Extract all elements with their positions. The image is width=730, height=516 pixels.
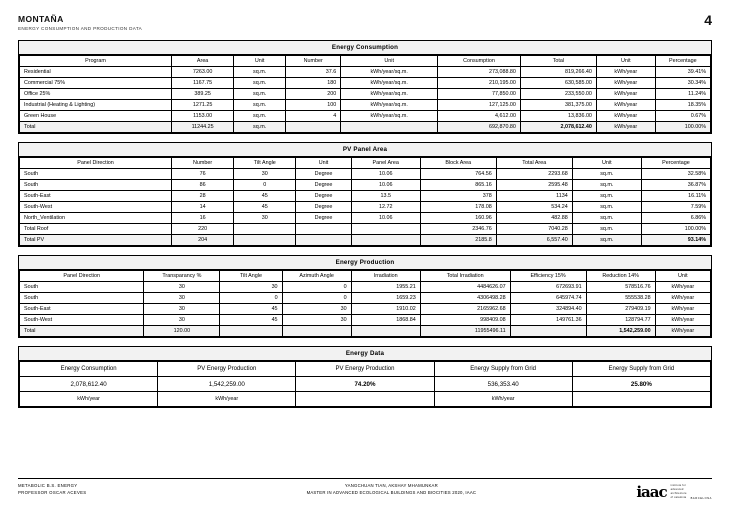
table-total-row — [20, 326, 711, 337]
cell: South-West — [20, 202, 172, 213]
logo-city: BARCELONA — [690, 497, 712, 500]
cell: 77,850.00 — [438, 89, 521, 100]
cell: 128794.77 — [586, 315, 655, 326]
cell: 7.59% — [641, 202, 710, 213]
cell: 2185.8 — [420, 235, 496, 246]
table-header-row — [20, 56, 711, 67]
cell: Green House — [20, 111, 172, 122]
cell — [572, 392, 710, 407]
cell: 1910.02 — [351, 304, 420, 315]
table-total-row — [20, 122, 711, 133]
table-row — [20, 282, 711, 293]
cell: sq.m. — [572, 235, 641, 246]
cell: Total — [20, 326, 144, 337]
cell: sq.m. — [234, 111, 286, 122]
cell: 0 — [234, 180, 296, 191]
cell: kWh/year — [655, 326, 710, 337]
logo-line: architecture — [670, 492, 687, 495]
cell: 160.96 — [420, 213, 496, 224]
table-row — [20, 180, 711, 191]
cell: Degree — [296, 180, 351, 191]
cell: 178.08 — [420, 202, 496, 213]
column-header: Number — [286, 56, 341, 67]
footer-authors: YANGCHUAN TIAN, AKSHAY MHAMUNKAR — [344, 483, 438, 488]
table-row — [20, 392, 711, 407]
cell: 25.80% — [572, 377, 710, 392]
page-subtitle: ENERGY CONSUMPTION AND PRODUCTION DATA — [18, 26, 143, 31]
cell: 1153.00 — [172, 111, 234, 122]
cell: sq.m. — [234, 89, 286, 100]
cell: 37.6 — [286, 67, 341, 78]
cell — [234, 235, 296, 246]
cell: 100.00% — [655, 122, 710, 133]
cell: 100.00% — [641, 224, 710, 235]
cell: 30.34% — [655, 78, 710, 89]
cell: 30 — [220, 282, 282, 293]
cell: 0 — [282, 293, 351, 304]
cell: kWh/year — [596, 78, 655, 89]
cell: Residential — [20, 67, 172, 78]
cell: South-East — [20, 304, 144, 315]
cell: kWh/year — [655, 315, 710, 326]
footer-program: MASTER IN ADVANCED ECOLOGICAL BUILDINGS AND BIOCITIES 2020, IAAC — [306, 489, 477, 495]
cell: sq.m. — [572, 191, 641, 202]
cell: 10.06 — [351, 180, 420, 191]
column-header: Consumption — [438, 56, 521, 67]
cell: 2,078,612.40 — [520, 122, 596, 133]
cell: 7263.00 — [172, 67, 234, 78]
column-header: PV Energy Production — [296, 362, 434, 377]
cell: 0.67% — [655, 111, 710, 122]
cell: Commercial 75% — [20, 78, 172, 89]
cell: 45 — [220, 304, 282, 315]
cell: 389.25 — [172, 89, 234, 100]
table-row — [20, 89, 711, 100]
cell: sq.m. — [234, 122, 286, 133]
cell: 482.88 — [496, 213, 572, 224]
cell: 127,125.00 — [438, 100, 521, 111]
cell: Degree — [296, 191, 351, 202]
cell: kWh/year — [596, 111, 655, 122]
cell: 1,542,259.00 — [158, 377, 296, 392]
cell: kWh/year/sq.m. — [341, 78, 438, 89]
cell: 93.14% — [641, 235, 710, 246]
cell: 76 — [172, 169, 234, 180]
cell — [220, 326, 282, 337]
cell: sq.m. — [234, 78, 286, 89]
cell: 13,836.00 — [520, 111, 596, 122]
cell: South — [20, 169, 172, 180]
column-header: Unit — [341, 56, 438, 67]
table-row — [20, 191, 711, 202]
cell: Industrial (Heating & Lighting) — [20, 100, 172, 111]
cell: 86 — [172, 180, 234, 191]
cell: kWh/year — [655, 282, 710, 293]
cell: 2165962.68 — [420, 304, 510, 315]
cell: 378 — [420, 191, 496, 202]
column-header: Percentage — [641, 158, 710, 169]
page-number: 4 — [704, 12, 712, 28]
cell: 100 — [286, 100, 341, 111]
table-row — [20, 377, 711, 392]
cell: 536,353.40 — [434, 377, 572, 392]
cell: kWh/year — [434, 392, 572, 407]
cell: 45 — [220, 315, 282, 326]
cell: kWh/year — [158, 392, 296, 407]
cell: sq.m. — [572, 180, 641, 191]
column-header: Energy Consumption — [20, 362, 158, 377]
column-header: PV Energy Production — [158, 362, 296, 377]
column-header: Energy Supply from Grid — [434, 362, 572, 377]
cell: Office 25% — [20, 89, 172, 100]
cell — [351, 235, 420, 246]
cell: 578516.76 — [586, 282, 655, 293]
cell: 645974.74 — [510, 293, 586, 304]
footer-left — [18, 483, 86, 497]
table-row — [20, 304, 711, 315]
cell — [234, 224, 296, 235]
table-row — [20, 111, 711, 122]
table-pv-panel-area — [18, 142, 712, 247]
cell: Total Roof — [20, 224, 172, 235]
cell: 30 — [144, 315, 220, 326]
table-row — [20, 100, 711, 111]
cell: 1271.25 — [172, 100, 234, 111]
cell: 998409.08 — [420, 315, 510, 326]
column-header: Tilt Angle — [234, 158, 296, 169]
footer-divider — [18, 478, 712, 479]
cell — [510, 326, 586, 337]
column-header: Panel Direction — [20, 158, 172, 169]
cell: Degree — [296, 169, 351, 180]
column-header: Energy Supply from Grid — [572, 362, 710, 377]
column-header: Unit — [655, 271, 710, 282]
cell: Degree — [296, 213, 351, 224]
cell: 2595.48 — [496, 180, 572, 191]
column-header: Panel Area — [351, 158, 420, 169]
cell: sq.m. — [572, 169, 641, 180]
table-energy-data — [18, 346, 712, 408]
cell: 30 — [234, 213, 296, 224]
cell: 764.56 — [420, 169, 496, 180]
column-header: Percentage — [655, 56, 710, 67]
cell — [296, 235, 351, 246]
cell: kWh/year/sq.m. — [341, 111, 438, 122]
column-header: Irradiation — [351, 271, 420, 282]
cell: 12.72 — [351, 202, 420, 213]
cell: kWh/year/sq.m. — [341, 89, 438, 100]
document-footer — [18, 478, 712, 504]
logo-line: advanced — [670, 488, 684, 492]
cell: 16.11% — [641, 191, 710, 202]
cell: 30 — [144, 282, 220, 293]
cell: 2,078,612.40 — [20, 377, 158, 392]
cell: 18.35% — [655, 100, 710, 111]
table-row — [20, 315, 711, 326]
cell: sq.m. — [234, 100, 286, 111]
cell: kWh/year/sq.m. — [341, 67, 438, 78]
table-row — [20, 78, 711, 89]
table-energy-production — [18, 255, 712, 338]
page-title: MONTAÑA — [18, 14, 64, 24]
cell: kWh/year — [596, 89, 655, 100]
cell: 692,870.80 — [438, 122, 521, 133]
cell: 30 — [282, 304, 351, 315]
cell — [341, 122, 438, 133]
cell: 534.24 — [496, 202, 572, 213]
column-header: Panel Direction — [20, 271, 144, 282]
cell: kWh/year — [655, 293, 710, 304]
cell: 6,557.40 — [496, 235, 572, 246]
column-header: Unit — [596, 56, 655, 67]
column-header: Reduction 14% — [586, 271, 655, 282]
cell — [286, 122, 341, 133]
table-header-row — [20, 271, 711, 282]
table-caption: PV Panel Area — [19, 143, 711, 157]
cell: 13.5 — [351, 191, 420, 202]
column-header: Azimuth Angle — [282, 271, 351, 282]
cell: 381,375.00 — [520, 100, 596, 111]
cell: 120.00 — [144, 326, 220, 337]
table-row — [20, 224, 711, 235]
cell: 30 — [144, 304, 220, 315]
cell: 865.16 — [420, 180, 496, 191]
cell: 30 — [282, 315, 351, 326]
cell — [282, 326, 351, 337]
cell: 4 — [286, 111, 341, 122]
cell: 10.06 — [351, 213, 420, 224]
cell: South — [20, 293, 144, 304]
cell: 0 — [282, 282, 351, 293]
table-total-row — [20, 235, 711, 246]
cell: South — [20, 282, 144, 293]
table-row — [20, 202, 711, 213]
column-header: Number — [172, 158, 234, 169]
column-header: Transparancy % — [144, 271, 220, 282]
column-header: Area — [172, 56, 234, 67]
cell: 14 — [172, 202, 234, 213]
cell: 4484626.07 — [420, 282, 510, 293]
cell: 36.87% — [641, 180, 710, 191]
cell: 180 — [286, 78, 341, 89]
cell: 1134 — [496, 191, 572, 202]
cell: 1868.84 — [351, 315, 420, 326]
cell: 672693.91 — [510, 282, 586, 293]
table-caption: Energy Data — [19, 347, 711, 361]
cell: Degree — [296, 202, 351, 213]
cell: 10.06 — [351, 169, 420, 180]
document-header — [18, 14, 712, 40]
cell: 4,612.00 — [438, 111, 521, 122]
cell: South-East — [20, 191, 172, 202]
cell: 16 — [172, 213, 234, 224]
cell: 45 — [234, 191, 296, 202]
cell: 204 — [172, 235, 234, 246]
iaac-logo-text — [671, 484, 687, 500]
cell: kWh/year/sq.m. — [341, 100, 438, 111]
table-row — [20, 169, 711, 180]
cell: 555538.28 — [586, 293, 655, 304]
cell: kWh/year — [596, 100, 655, 111]
cell: 28 — [172, 191, 234, 202]
cell: kWh/year — [20, 392, 158, 407]
logo-line: institute for — [670, 484, 686, 488]
cell: 149761.36 — [510, 315, 586, 326]
cell: sq.m. — [572, 213, 641, 224]
column-header: Efficiency 15% — [510, 271, 586, 282]
column-header: Unit — [234, 56, 286, 67]
table-row — [20, 67, 711, 78]
column-header: Total Area — [496, 158, 572, 169]
cell: Total PV — [20, 235, 172, 246]
cell: South — [20, 180, 172, 191]
table-caption: Energy Production — [19, 256, 711, 270]
cell: 45 — [234, 202, 296, 213]
cell: 273,088.80 — [438, 67, 521, 78]
cell: 11.24% — [655, 89, 710, 100]
cell: kWh/year — [655, 304, 710, 315]
cell: 233,550.00 — [520, 89, 596, 100]
cell: 819,266.40 — [520, 67, 596, 78]
table-row — [20, 293, 711, 304]
column-header: Unit — [296, 158, 351, 169]
cell: sq.m. — [572, 224, 641, 235]
cell: 30 — [144, 293, 220, 304]
column-header: Tilt Angle — [220, 271, 282, 282]
column-header: Total Irradiation — [420, 271, 510, 282]
column-header: Block Area — [420, 158, 496, 169]
cell: 1167.75 — [172, 78, 234, 89]
cell: 220 — [172, 224, 234, 235]
cell: sq.m. — [234, 67, 286, 78]
cell: kWh/year — [596, 122, 655, 133]
cell: 630,585.00 — [520, 78, 596, 89]
footer-professor: PROFESSOR OSCAR ACEVES — [18, 489, 87, 495]
column-header: Total — [520, 56, 596, 67]
cell: 30 — [234, 169, 296, 180]
footer-logo — [636, 483, 712, 501]
footer-center — [146, 483, 636, 497]
cell: 1659.23 — [351, 293, 420, 304]
cell: 1955.21 — [351, 282, 420, 293]
cell: 200 — [286, 89, 341, 100]
iaac-logo-icon: iaac — [636, 483, 667, 501]
cell: 0 — [220, 293, 282, 304]
cell: 2346.76 — [420, 224, 496, 235]
cell: sq.m. — [572, 202, 641, 213]
cell: 2293.68 — [496, 169, 572, 180]
cell: kWh/year — [596, 67, 655, 78]
cell: 39.41% — [655, 67, 710, 78]
cell — [351, 224, 420, 235]
cell: 6.86% — [641, 213, 710, 224]
cell: Total — [20, 122, 172, 133]
cell: 4306498.28 — [420, 293, 510, 304]
cell: 210,195.00 — [438, 78, 521, 89]
cell: 11244.25 — [172, 122, 234, 133]
column-header: Unit — [572, 158, 641, 169]
cell: South-West — [20, 315, 144, 326]
cell — [296, 392, 434, 407]
footer-course: METABOLIC B.S. ENERGY — [18, 483, 78, 488]
cell: 279409.19 — [586, 304, 655, 315]
cell — [296, 224, 351, 235]
cell: 7040.28 — [496, 224, 572, 235]
table-energy-consumption — [18, 40, 712, 134]
cell: 1,542,259.00 — [586, 326, 655, 337]
cell — [351, 326, 420, 337]
cell: 74.20% — [296, 377, 434, 392]
cell: 11955496.11 — [420, 326, 510, 337]
table-header-row — [20, 362, 711, 377]
table-row — [20, 213, 711, 224]
table-caption: Energy Consumption — [19, 41, 711, 55]
logo-line: of catalonia — [670, 495, 687, 499]
cell: North_Ventilation — [20, 213, 172, 224]
cell: 324894.40 — [510, 304, 586, 315]
table-header-row — [20, 158, 711, 169]
column-header: Program — [20, 56, 172, 67]
cell: 32.58% — [641, 169, 710, 180]
